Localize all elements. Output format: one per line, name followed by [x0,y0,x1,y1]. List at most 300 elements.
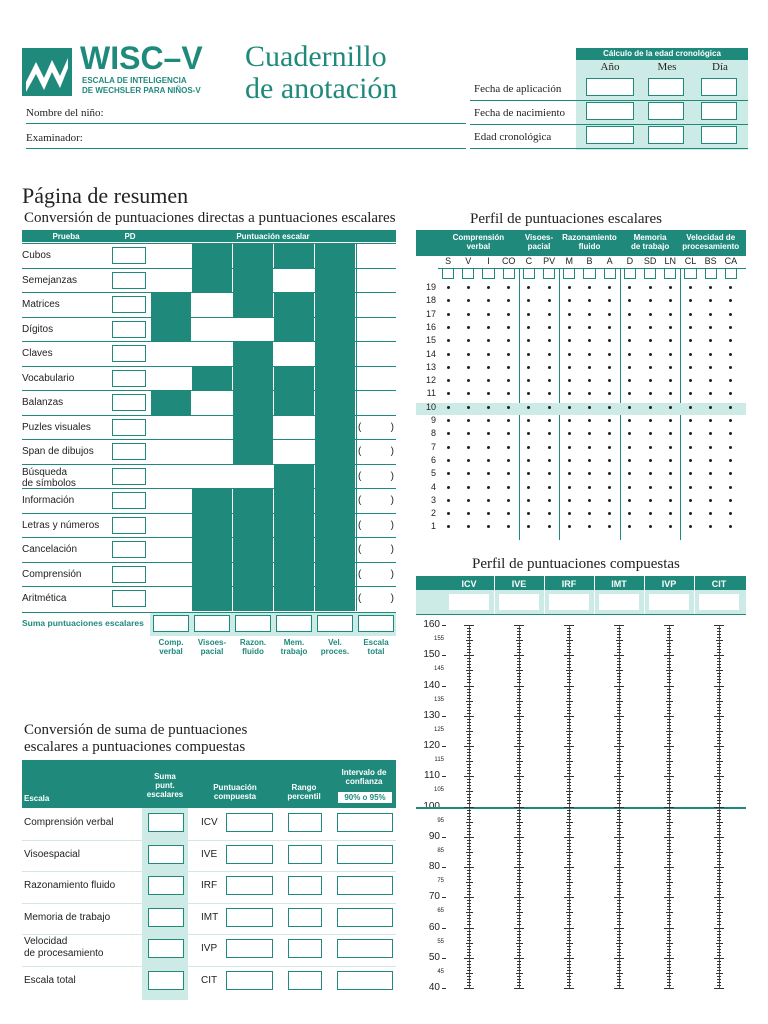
raw-score-box[interactable] [112,492,146,509]
sum-scaled-box[interactable] [148,876,184,895]
scale-tick[interactable] [517,689,521,690]
scale-tick[interactable] [567,710,571,711]
scale-tick[interactable] [567,692,571,693]
scale-tick[interactable] [517,767,521,768]
scaled-score-cell[interactable] [274,269,314,293]
scale-tick[interactable] [667,940,671,941]
scale-tick[interactable] [664,716,674,717]
scale-tick[interactable] [617,843,621,844]
plot-point[interactable] [467,392,470,395]
plot-point[interactable] [447,499,450,502]
percentile-box[interactable] [288,939,322,958]
scale-tick[interactable] [717,985,721,986]
scale-tick[interactable] [667,785,671,786]
scale-tick[interactable] [567,931,571,932]
plot-point[interactable] [467,525,470,528]
scale-tick[interactable] [667,985,671,986]
scale-tick[interactable] [467,846,471,847]
scale-tick[interactable] [717,719,721,720]
scale-tick[interactable] [567,813,571,814]
scale-tick[interactable] [567,934,571,935]
scale-tick[interactable] [617,782,621,783]
scale-tick[interactable] [466,943,473,944]
scale-tick[interactable] [467,906,471,907]
scale-tick[interactable] [517,634,521,635]
plot-point[interactable] [649,446,652,449]
scale-tick[interactable] [466,640,473,641]
scale-tick[interactable] [667,689,671,690]
scale-tick[interactable] [517,982,521,983]
scale-tick[interactable] [567,713,571,714]
scale-tick[interactable] [716,912,723,913]
scale-tick[interactable] [567,679,571,680]
scale-tick[interactable] [467,858,471,859]
scale-tick[interactable] [567,676,571,677]
raw-score-box[interactable] [112,517,146,534]
scale-tick[interactable] [664,776,674,777]
plot-point[interactable] [527,326,530,329]
scale-tick[interactable] [616,943,623,944]
plot-point[interactable] [729,459,732,462]
scaled-score-cell[interactable] [274,416,314,440]
percentile-box[interactable] [288,971,322,990]
plot-point[interactable] [669,326,672,329]
scale-tick[interactable] [667,934,671,935]
scale-tick[interactable] [516,761,523,762]
plot-point[interactable] [548,392,551,395]
scale-tick[interactable] [714,625,724,626]
scale-tick[interactable] [717,752,721,753]
scale-tick[interactable] [467,719,471,720]
plot-point[interactable] [669,379,672,382]
plot-point[interactable] [447,379,450,382]
scale-tick[interactable] [717,755,721,756]
scale-tick[interactable] [617,921,621,922]
scale-tick[interactable] [467,773,471,774]
scale-tick[interactable] [516,731,523,732]
scale-tick[interactable] [514,807,524,808]
scale-tick[interactable] [667,679,671,680]
scale-tick[interactable] [617,810,621,811]
sum-scaled-box[interactable] [148,813,184,832]
sum-box[interactable] [276,615,312,632]
scale-tick[interactable] [516,852,523,853]
scale-tick[interactable] [517,967,521,968]
scale-tick[interactable] [717,628,721,629]
scale-tick[interactable] [517,637,521,638]
plot-point[interactable] [568,286,571,289]
sum-scaled-box[interactable] [148,971,184,990]
scale-tick[interactable] [567,816,571,817]
scale-tick[interactable] [564,958,574,959]
comp-score-box[interactable] [649,594,689,610]
plot-point[interactable] [649,313,652,316]
plot-point[interactable] [447,313,450,316]
scale-tick[interactable] [617,976,621,977]
scale-tick[interactable] [467,861,471,862]
scale-tick[interactable] [567,755,571,756]
scale-tick[interactable] [517,782,521,783]
scale-tick[interactable] [717,667,721,668]
plot-point[interactable] [689,419,692,422]
plot-point[interactable] [608,326,611,329]
plot-point[interactable] [568,459,571,462]
scale-tick[interactable] [467,698,471,699]
scale-tick[interactable] [667,870,671,871]
plot-point[interactable] [467,406,470,409]
plot-point[interactable] [669,525,672,528]
scale-tick[interactable] [717,707,721,708]
plot-point[interactable] [548,406,551,409]
scale-tick[interactable] [667,661,671,662]
scaled-score-cell[interactable] [192,318,232,342]
plot-point[interactable] [467,499,470,502]
scale-tick[interactable] [567,915,571,916]
scale-tick[interactable] [517,961,521,962]
scale-tick[interactable] [664,807,674,808]
scale-tick[interactable] [517,698,521,699]
plot-point[interactable] [669,392,672,395]
scaled-score-cell[interactable] [274,342,314,366]
plot-point[interactable] [588,313,591,316]
scale-tick[interactable] [567,855,571,856]
scale-tick[interactable] [667,728,671,729]
scale-tick[interactable] [517,931,521,932]
scale-tick[interactable] [717,810,721,811]
plot-point[interactable] [669,313,672,316]
scale-tick[interactable] [616,670,623,671]
plot-point[interactable] [527,446,530,449]
plot-point[interactable] [608,512,611,515]
scale-tick[interactable] [467,810,471,811]
plot-point[interactable] [689,379,692,382]
scale-tick[interactable] [567,695,571,696]
plot-point[interactable] [709,286,712,289]
plot-point[interactable] [467,326,470,329]
scale-tick[interactable] [467,825,471,826]
plot-point[interactable] [548,353,551,356]
scale-tick[interactable] [514,897,524,898]
scale-tick[interactable] [467,873,471,874]
scaled-score-cell[interactable] [192,465,232,489]
scale-tick[interactable] [517,740,521,741]
plot-point[interactable] [649,326,652,329]
scale-tick[interactable] [467,782,471,783]
scale-tick[interactable] [517,752,521,753]
scale-tick[interactable] [717,743,721,744]
scale-tick[interactable] [517,819,521,820]
scale-tick[interactable] [617,816,621,817]
scale-tick[interactable] [716,761,723,762]
scale-tick[interactable] [617,785,621,786]
plot-point[interactable] [447,432,450,435]
raw-score-box[interactable] [112,394,146,411]
scale-tick[interactable] [617,794,621,795]
scale-tick[interactable] [516,882,523,883]
scale-tick[interactable] [667,810,671,811]
scale-tick[interactable] [617,713,621,714]
scale-tick[interactable] [667,894,671,895]
scale-tick[interactable] [717,803,721,804]
scale-tick[interactable] [517,682,521,683]
scale-tick[interactable] [717,952,721,953]
plot-point[interactable] [669,512,672,515]
scale-tick[interactable] [617,828,621,829]
scale-tick[interactable] [467,758,471,759]
plot-point[interactable] [689,353,692,356]
scale-tick[interactable] [667,873,671,874]
scale-tick[interactable] [717,858,721,859]
scale-tick[interactable] [467,924,471,925]
subtest-score-box[interactable] [503,268,515,279]
plot-point[interactable] [628,339,631,342]
scale-tick[interactable] [467,734,471,735]
scale-tick[interactable] [467,673,471,674]
scale-tick[interactable] [567,903,571,904]
scale-tick[interactable] [464,807,474,808]
scale-tick[interactable] [717,643,721,644]
scale-tick[interactable] [717,646,721,647]
plot-point[interactable] [628,472,631,475]
comp-score-box[interactable] [699,594,739,610]
scale-tick[interactable] [667,864,671,865]
plot-point[interactable] [487,512,490,515]
age-input-box[interactable] [701,126,737,144]
scale-tick[interactable] [714,807,724,808]
scale-tick[interactable] [714,897,724,898]
scale-tick[interactable] [517,873,521,874]
scale-tick[interactable] [617,779,621,780]
raw-score-box[interactable] [112,370,146,387]
scale-tick[interactable] [667,788,671,789]
scale-tick[interactable] [567,728,571,729]
sum-scaled-box[interactable] [148,939,184,958]
scale-tick[interactable] [564,686,574,687]
scale-tick[interactable] [564,928,574,929]
scale-tick[interactable] [667,725,671,726]
raw-score-box[interactable] [112,272,146,289]
scale-tick[interactable] [567,940,571,941]
scaled-score-cell[interactable] [192,391,232,415]
scale-tick[interactable] [464,686,474,687]
scale-tick[interactable] [566,701,573,702]
scale-tick[interactable] [667,903,671,904]
scale-tick[interactable] [716,640,723,641]
scale-tick[interactable] [617,931,621,932]
scale-tick[interactable] [467,634,471,635]
scale-tick[interactable] [717,976,721,977]
scale-tick[interactable] [617,737,621,738]
plot-point[interactable] [548,379,551,382]
plot-point[interactable] [548,339,551,342]
scale-tick[interactable] [467,961,471,962]
subtest-score-box[interactable] [442,268,454,279]
scale-tick[interactable] [717,879,721,880]
scale-tick[interactable] [517,924,521,925]
scale-tick[interactable] [717,661,721,662]
scale-tick[interactable] [667,858,671,859]
scale-tick[interactable] [717,900,721,901]
plot-point[interactable] [588,512,591,515]
scale-tick[interactable] [467,692,471,693]
plot-point[interactable] [447,339,450,342]
plot-point[interactable] [487,326,490,329]
subtest-score-box[interactable] [644,268,656,279]
plot-point[interactable] [649,339,652,342]
scale-tick[interactable] [617,803,621,804]
scale-tick[interactable] [717,698,721,699]
scale-tick[interactable] [517,940,521,941]
scale-tick[interactable] [617,955,621,956]
scale-tick[interactable] [567,661,571,662]
plot-point[interactable] [689,286,692,289]
scaled-score-cell[interactable] [233,465,273,489]
scale-tick[interactable] [617,982,621,983]
scaled-score-cell[interactable] [151,465,191,489]
scale-tick[interactable] [567,631,571,632]
scale-tick[interactable] [667,649,671,650]
scale-tick[interactable] [567,664,571,665]
plot-point[interactable] [447,486,450,489]
scaled-score-cell[interactable] [151,244,191,268]
plot-point[interactable] [568,419,571,422]
scale-tick[interactable] [667,843,671,844]
scale-tick[interactable] [714,958,724,959]
scale-tick[interactable] [567,979,571,980]
scale-tick[interactable] [617,849,621,850]
raw-score-box[interactable] [112,321,146,338]
scale-tick[interactable] [667,964,671,965]
scale-tick[interactable] [717,891,721,892]
scale-tick[interactable] [567,743,571,744]
scale-tick[interactable] [664,897,674,898]
scale-tick[interactable] [617,719,621,720]
scale-tick[interactable] [664,928,674,929]
scale-tick[interactable] [717,840,721,841]
plot-point[interactable] [507,286,510,289]
scale-tick[interactable] [567,834,571,835]
scale-tick[interactable] [567,803,571,804]
plot-point[interactable] [588,339,591,342]
scale-tick[interactable] [467,628,471,629]
scale-tick[interactable] [567,937,571,938]
scale-tick[interactable] [567,849,571,850]
comp-score-box[interactable] [499,594,539,610]
scale-tick[interactable] [517,970,521,971]
subtest-score-box[interactable] [462,268,474,279]
scale-tick[interactable] [467,785,471,786]
scale-tick[interactable] [517,934,521,935]
plot-point[interactable] [568,299,571,302]
scale-tick[interactable] [467,658,471,659]
plot-point[interactable] [649,286,652,289]
plot-point[interactable] [467,419,470,422]
scale-tick[interactable] [616,731,623,732]
scale-tick[interactable] [664,655,674,656]
scale-tick[interactable] [517,861,521,862]
plot-point[interactable] [608,286,611,289]
scale-tick[interactable] [567,921,571,922]
scale-tick[interactable] [467,864,471,865]
scale-tick[interactable] [667,924,671,925]
composite-box[interactable] [226,813,273,832]
scale-tick[interactable] [467,679,471,680]
scale-tick[interactable] [667,800,671,801]
scale-tick[interactable] [667,643,671,644]
scale-tick[interactable] [617,924,621,925]
scale-tick[interactable] [517,734,521,735]
scale-tick[interactable] [567,673,571,674]
scale-tick[interactable] [517,673,521,674]
scale-tick[interactable] [517,949,521,950]
plot-point[interactable] [507,499,510,502]
scale-tick[interactable] [467,979,471,980]
plot-point[interactable] [649,499,652,502]
scale-tick[interactable] [617,637,621,638]
plot-point[interactable] [568,313,571,316]
scale-tick[interactable] [467,876,471,877]
plot-point[interactable] [568,406,571,409]
scale-tick[interactable] [516,912,523,913]
scale-tick[interactable] [667,667,671,668]
scale-tick[interactable] [517,710,521,711]
sum-box[interactable] [194,615,230,632]
plot-point[interactable] [527,379,530,382]
scale-tick[interactable] [617,797,621,798]
scale-tick[interactable] [517,843,521,844]
scale-tick[interactable] [617,909,621,910]
scale-tick[interactable] [467,982,471,983]
scale-tick[interactable] [466,731,473,732]
scale-tick[interactable] [617,643,621,644]
scale-tick[interactable] [466,912,473,913]
scale-tick[interactable] [517,846,521,847]
scale-tick[interactable] [667,952,671,953]
plot-point[interactable] [608,525,611,528]
scale-tick[interactable] [667,825,671,826]
scale-tick[interactable] [517,828,521,829]
scale-tick[interactable] [567,967,571,968]
scale-tick[interactable] [614,928,624,929]
plot-point[interactable] [649,472,652,475]
scale-tick[interactable] [714,776,724,777]
scale-tick[interactable] [667,794,671,795]
plot-point[interactable] [467,313,470,316]
scale-tick[interactable] [717,658,721,659]
scale-tick[interactable] [564,867,574,868]
scale-tick[interactable] [667,876,671,877]
plot-point[interactable] [548,486,551,489]
scale-tick[interactable] [667,937,671,938]
plot-point[interactable] [689,313,692,316]
plot-point[interactable] [628,379,631,382]
plot-point[interactable] [689,525,692,528]
scale-tick[interactable] [566,670,573,671]
scale-tick[interactable] [467,728,471,729]
plot-point[interactable] [447,419,450,422]
scale-tick[interactable] [516,670,523,671]
scale-tick[interactable] [717,797,721,798]
scale-tick[interactable] [517,743,521,744]
scale-tick[interactable] [464,897,474,898]
scale-tick[interactable] [717,649,721,650]
plot-point[interactable] [568,472,571,475]
plot-point[interactable] [527,525,530,528]
plot-point[interactable] [487,459,490,462]
subtest-score-box[interactable] [604,268,616,279]
scale-tick[interactable] [517,800,521,801]
scale-tick[interactable] [467,946,471,947]
